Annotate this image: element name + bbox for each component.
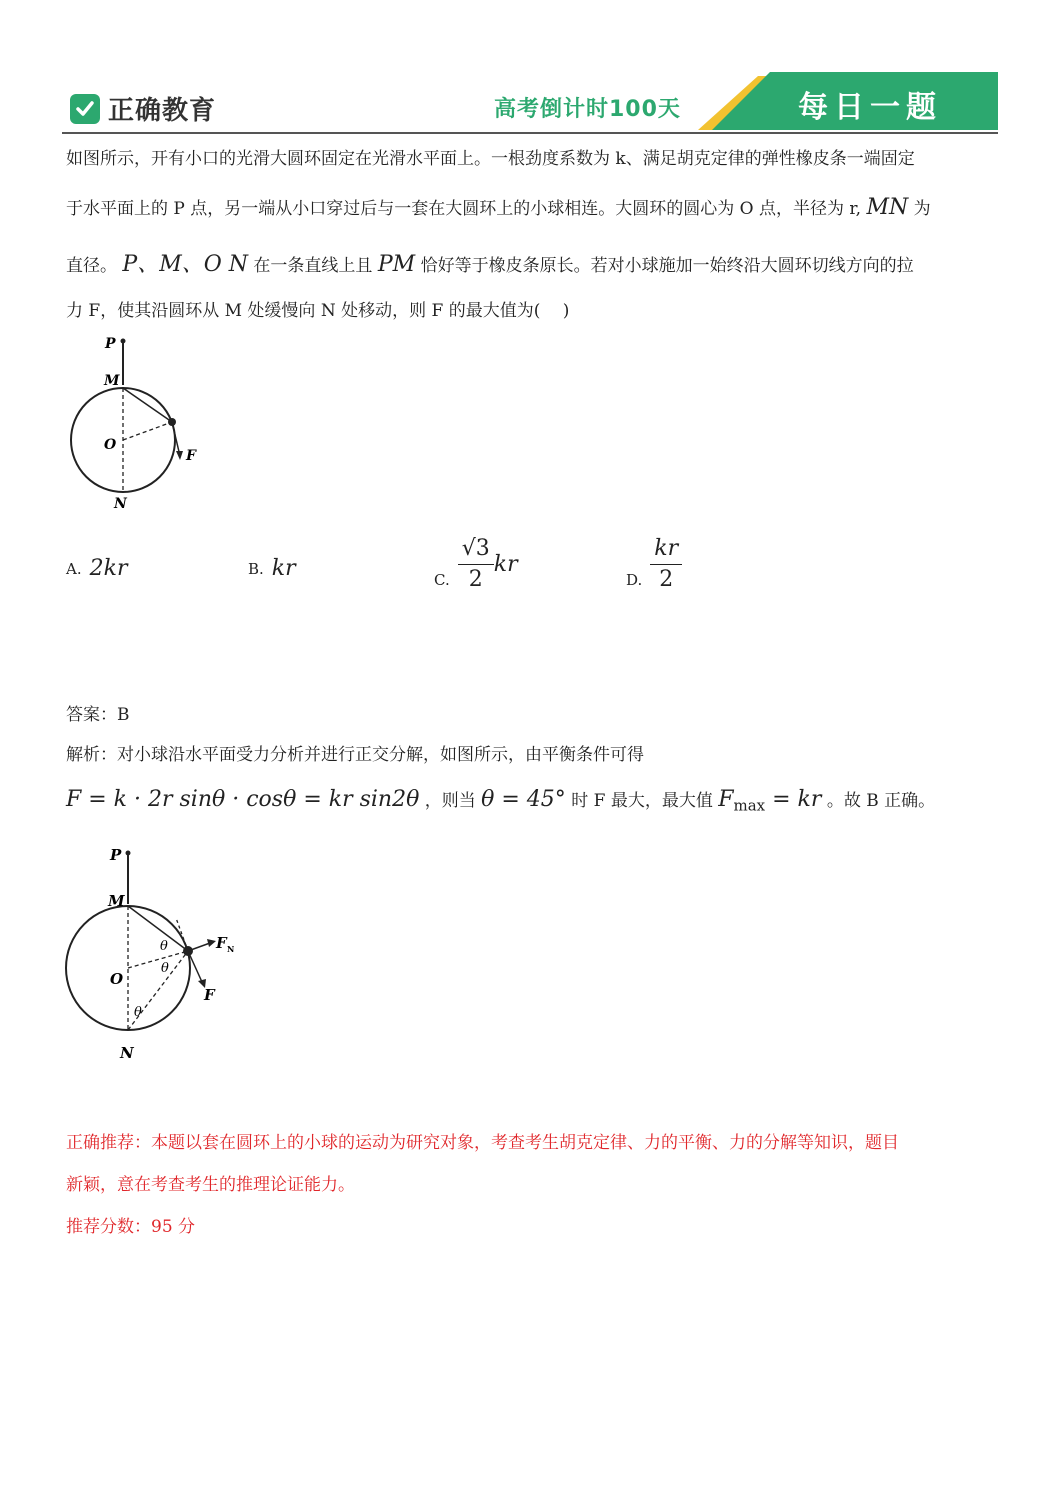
recommend-line-1: 正确推荐：本题以套在圆环上的小球的运动为研究对象，考查考生胡克定律、力的平衡、力的分解等知识，题目 (66, 1133, 899, 1153)
svg-text:P: P (105, 336, 116, 352)
svg-text:θ: θ (134, 1005, 142, 1020)
svg-text:F: F (204, 986, 215, 1004)
page-header (62, 72, 998, 134)
svg-text:F: F (186, 448, 196, 464)
recommend-line-2: 新颖，意在考查考生的推理论证能力。 (66, 1175, 355, 1195)
banner-title: 每日一题 (798, 90, 942, 125)
analysis-figure (60, 838, 260, 1068)
svg-text:N: N (114, 496, 127, 512)
brand-logo (70, 90, 216, 127)
header-divider (62, 132, 998, 134)
svg-text:O: O (110, 970, 124, 988)
svg-text:P: P (110, 846, 122, 864)
question-line-2: 于水平面上的 P 点，另一端从小口穿过后与一套在大圆环上的小球相连。大圆环的圆心为 O 点，半径为 r, MN 为 (66, 195, 931, 220)
answer-options (66, 530, 766, 610)
countdown-text: 高考倒计时100天 (494, 97, 681, 122)
question-line-3: 直径。 P、M、O N 在一条直线上且 PM 恰好等于橡皮条原长。若对小球施加一始终沿大圆环切线方向的拉 (66, 252, 914, 277)
svg-text:M: M (108, 892, 125, 910)
option-a[interactable]: A. 2kr (66, 556, 128, 581)
svg-text:M: M (104, 373, 120, 389)
option-d[interactable]: D. $\frac{kr}{2}$ (626, 534, 682, 595)
option-b[interactable]: B. kr (248, 556, 296, 581)
question-line-4: 力 F，使其沿圆环从 M 处缓慢向 N 处移动，则 F 的最大值为( ) (66, 301, 570, 321)
svg-text:θ: θ (161, 961, 169, 976)
check-icon (70, 94, 100, 124)
svg-text:O: O (104, 437, 117, 453)
question-line-1: 如图所示，开有小口的光滑大圆环固定在光滑水平面上。一根劲度系数为 k、满足胡克定律的弹性橡皮条一端固定 (66, 149, 915, 169)
svg-text:F: F (216, 934, 227, 952)
question-figure (60, 330, 230, 520)
analysis-text: 解析：对小球沿水平面受力分析并进行正交分解，如图所示，由平衡条件可得 (66, 745, 644, 765)
answer-label: 答案：B (66, 705, 130, 725)
option-c[interactable]: C. $\frac{√3}{2}$ kr (434, 536, 518, 592)
recommend-score: 推荐分数：95 分 (66, 1217, 196, 1237)
brand-name: 正确教育 (108, 96, 217, 126)
svg-text:N: N (120, 1044, 134, 1062)
svg-text:N: N (227, 944, 235, 954)
analysis-formula: F = k · 2r sinθ · cosθ = kr sin2θ ，则当 θ = 45° 时 F 最大，最大值 $F_{max}$ = kr 。故 B 正确。 (66, 787, 936, 815)
svg-text:θ: θ (160, 939, 168, 954)
